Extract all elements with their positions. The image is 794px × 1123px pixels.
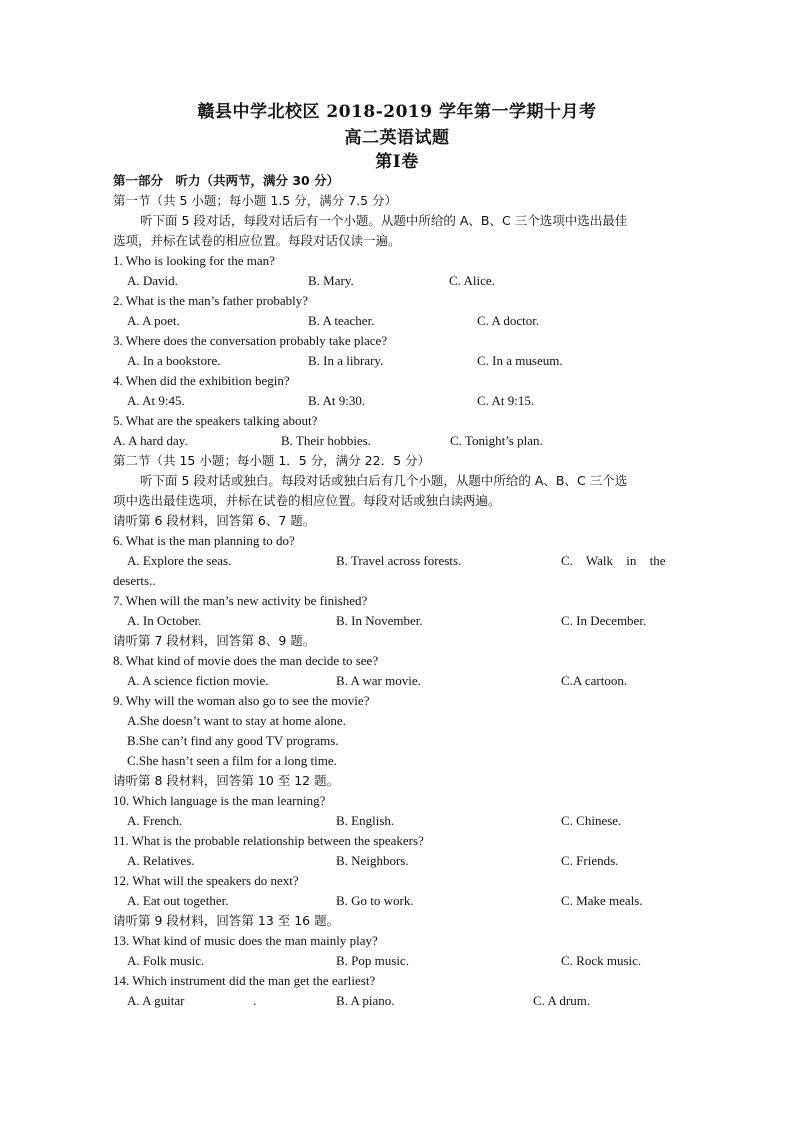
option-a[interactable]: A. A hard day. [113, 433, 188, 448]
option-c[interactable]: C.A cartoon. [561, 673, 628, 688]
question-1: 1. Who is looking for the man? [113, 253, 275, 268]
option-a[interactable]: A. A guitar [127, 993, 185, 1008]
option-b[interactable]: B. Neighbors. [336, 853, 409, 868]
option-c-continuation: deserts.. [113, 573, 156, 588]
question-13-options [113, 951, 683, 971]
option-b[interactable]: B. In November. [336, 613, 423, 628]
option-c[interactable]: C.She hasn’t seen a film for a long time. [127, 753, 337, 768]
question-6: 6. What is the man planning to do? [113, 533, 295, 548]
question-6-options [113, 551, 683, 571]
option-b[interactable]: B. At 9:30. [308, 393, 366, 408]
option-a[interactable]: A. Explore the seas. [127, 553, 232, 568]
option-a[interactable]: A. A science fiction movie. [127, 673, 269, 688]
section1-instructions-line1: 听下面 5 段对话，每段对话后有一个小题。从题中所给的 A、B、C 三个选项中选出最佳 [140, 213, 628, 228]
question-10-options [113, 811, 683, 831]
option-b[interactable]: B. A war movie. [336, 673, 421, 688]
material-6-label: 请听第 6 段材料，回答第 6、7 题。 [113, 513, 316, 528]
question-14: 14. Which instrument did the man get the earliest? [113, 973, 376, 988]
option-c[interactable]: C. Friends. [561, 853, 619, 868]
question-3: 3. Where does the conversation probably take place? [113, 333, 388, 348]
section2-instructions-line1: 听下面 5 段对话或独白。每段对话或独白后有几个小题，从题中所给的 A、B、C 三个选 [140, 473, 628, 488]
option-a[interactable]: A.She doesn’t want to stay at home alone. [127, 713, 346, 728]
option-b[interactable]: B. Go to work. [336, 893, 414, 908]
question-5-options [113, 431, 683, 451]
section2-instructions-line2: 项中选出最佳选项，并标在试卷的相应位置。每段对话或独白读两遍。 [113, 493, 501, 508]
option-c[interactable]: C. Alice. [449, 273, 495, 288]
option-c[interactable]: C. In a museum. [477, 353, 563, 368]
exam-title: 赣县中学北校区 2018-2019 学年第一学期十月考 [197, 102, 597, 122]
question-8: 8. What kind of movie does the man decide to see? [113, 653, 379, 668]
option-a[interactable]: A. David. [127, 273, 178, 288]
question-11-options [113, 851, 683, 871]
question-11: 11. What is the probable relationship between the speakers? [113, 833, 424, 848]
exam-subtitle: 高二英语试题 [344, 128, 450, 148]
section2-heading: 第二节（共 15 小题；每小题 1．5 分，满分 22．5 分） [113, 453, 431, 468]
material-9-label: 请听第 9 段材料，回答第 13 至 16 题。 [113, 913, 340, 928]
option-b[interactable]: B. Mary. [308, 273, 354, 288]
option-c[interactable]: C. Walk in the [561, 553, 666, 568]
option-a[interactable]: A. In a bookstore. [127, 353, 221, 368]
volume-title: 第Ⅰ卷 [375, 152, 419, 172]
question-14-options [113, 991, 683, 1011]
material-8-label: 请听第 8 段材料，回答第 10 至 12 题。 [113, 773, 340, 788]
option-b[interactable]: B. Their hobbies. [281, 433, 372, 448]
option-c[interactable]: C. Chinese. [561, 813, 622, 828]
option-b[interactable]: B. Travel across forests. [336, 553, 462, 568]
option-b[interactable]: B. English. [336, 813, 395, 828]
question-7-options [113, 611, 683, 631]
option-a[interactable]: A. Folk music. [127, 953, 205, 968]
option-b[interactable]: B. A piano. [336, 993, 395, 1008]
option-a[interactable]: A. Eat out together. [127, 893, 229, 908]
option-c[interactable]: C. Make meals. [561, 893, 643, 908]
option-b[interactable]: B. In a library. [308, 353, 384, 368]
question-4: 4. When did the exhibition begin? [113, 373, 290, 388]
option-c[interactable]: C. Tonight’s plan. [450, 433, 543, 448]
question-8-options [113, 671, 683, 691]
question-4-options [113, 391, 683, 411]
question-5: 5. What are the speakers talking about? [113, 413, 318, 428]
section1-instructions-line2: 选项，并标在试卷的相应位置。每段对话仅读一遍。 [113, 233, 401, 248]
option-b[interactable]: B. Pop music. [336, 953, 409, 968]
question-12: 12. What will the speakers do next? [113, 873, 299, 888]
option-a[interactable]: A. A poet. [127, 313, 180, 328]
option-b[interactable]: B.She can’t find any good TV programs. [127, 733, 339, 748]
question-10: 10. Which language is the man learning? [113, 793, 326, 808]
material-7-label: 请听第 7 段材料，回答第 8、9 题。 [113, 633, 316, 648]
option-c[interactable]: C. A drum. [533, 993, 591, 1008]
option-b[interactable]: B. A teacher. [308, 313, 375, 328]
section1-heading: 第一节（共 5 小题；每小题 1.5 分，满分 7.5 分） [113, 193, 398, 208]
option-a[interactable]: A. French. [127, 813, 183, 828]
question-13: 13. What kind of music does the man mainly play? [113, 933, 378, 948]
question-7: 7. When will the man’s new activity be finished? [113, 593, 368, 608]
question-3-options [113, 351, 683, 371]
option-a-dot: . [253, 993, 257, 1008]
question-2-options [113, 311, 683, 331]
question-1-options [113, 271, 683, 291]
option-c[interactable]: C. In December. [561, 613, 647, 628]
option-c[interactable]: C. Rock music. [561, 953, 642, 968]
option-a[interactable]: A. In October. [127, 613, 202, 628]
part1-heading: 第一部分 听力（共两节，满分 30 分） [113, 173, 340, 188]
question-12-options [113, 891, 683, 911]
question-9: 9. Why will the woman also go to see the movie? [113, 693, 370, 708]
option-a[interactable]: A. At 9:45. [127, 393, 185, 408]
option-c[interactable]: C. A doctor. [477, 313, 540, 328]
option-c[interactable]: C. At 9:15. [477, 393, 535, 408]
option-a[interactable]: A. Relatives. [127, 853, 195, 868]
question-2: 2. What is the man’s father probably? [113, 293, 309, 308]
